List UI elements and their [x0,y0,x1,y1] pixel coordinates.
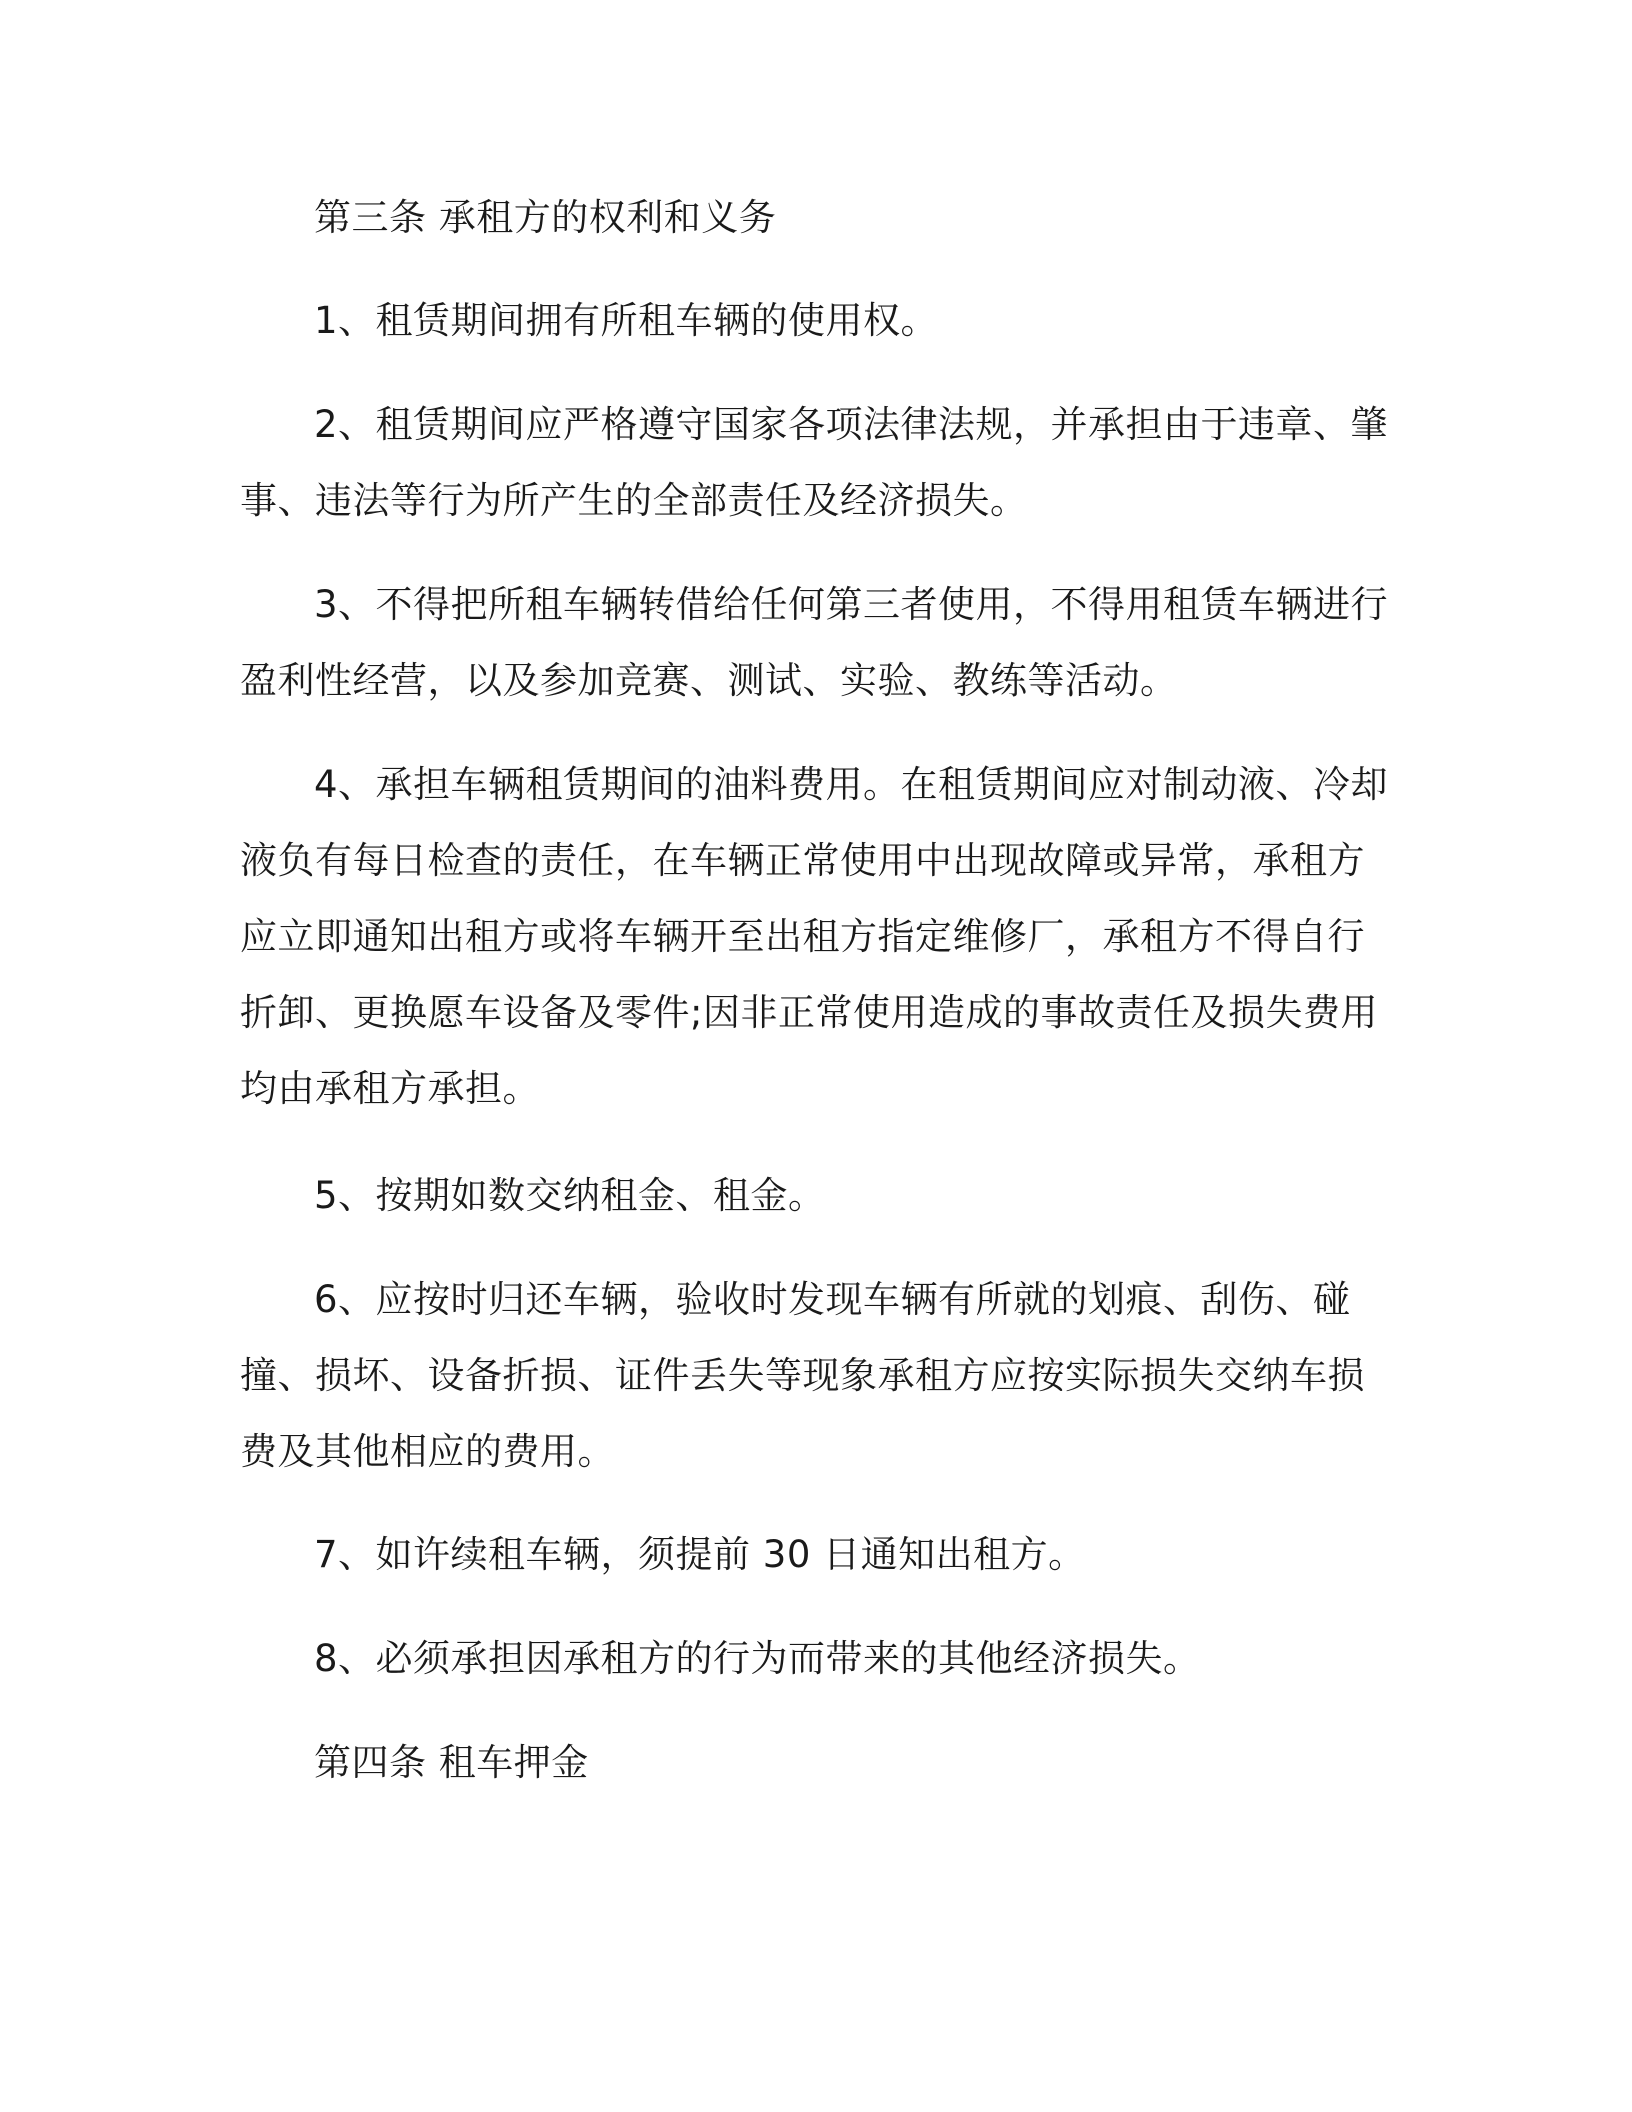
clause-5: 5、按期如数交纳租金、租金。 [314,1174,826,1217]
clause-3: 3、不得把所租车辆转借给任何第三者使用，不得用租赁车辆进行盈利性经营，以及参加竞赛、测试、实验、教练等活动。 [240,583,1389,702]
clause-4: 4、承担车辆租赁期间的油料费用。在租赁期间应对制动液、冷却液负有每日检查的责任，在车辆正常使用中出现故障或异常，承租方应立即通知出租方或将车辆开至出租方指定维修厂，承租方不得自行折卸、更换愿车设备及零件;因非正常使用造成的事故责任及损失费用均由承租方承担。 [240,763,1389,1110]
clause-2: 2、租赁期间应严格遵守国家各项法律法规，并承担由于违章、肇事、违法等行为所产生的全部责任及经济损失。 [240,403,1389,522]
article-3-heading: 第三条 承租方的权利和义务 [314,196,777,239]
clause-8: 8、必须承担因承租方的行为而带来的其他经济损失。 [314,1637,1201,1680]
clause-1: 1、租赁期间拥有所租车辆的使用权。 [314,299,939,342]
clause-6: 6、应按时归还车辆，验收时发现车辆有所就的划痕、刮伤、碰撞、损坏、设备折损、证件丢失等现象承租方应按实际损失交纳车损费及其他相应的费用。 [240,1278,1365,1473]
article-4-heading: 第四条 租车押金 [314,1741,589,1784]
clause-7: 7、如许续租车辆，须提前 30 日通知出租方。 [314,1533,1086,1576]
